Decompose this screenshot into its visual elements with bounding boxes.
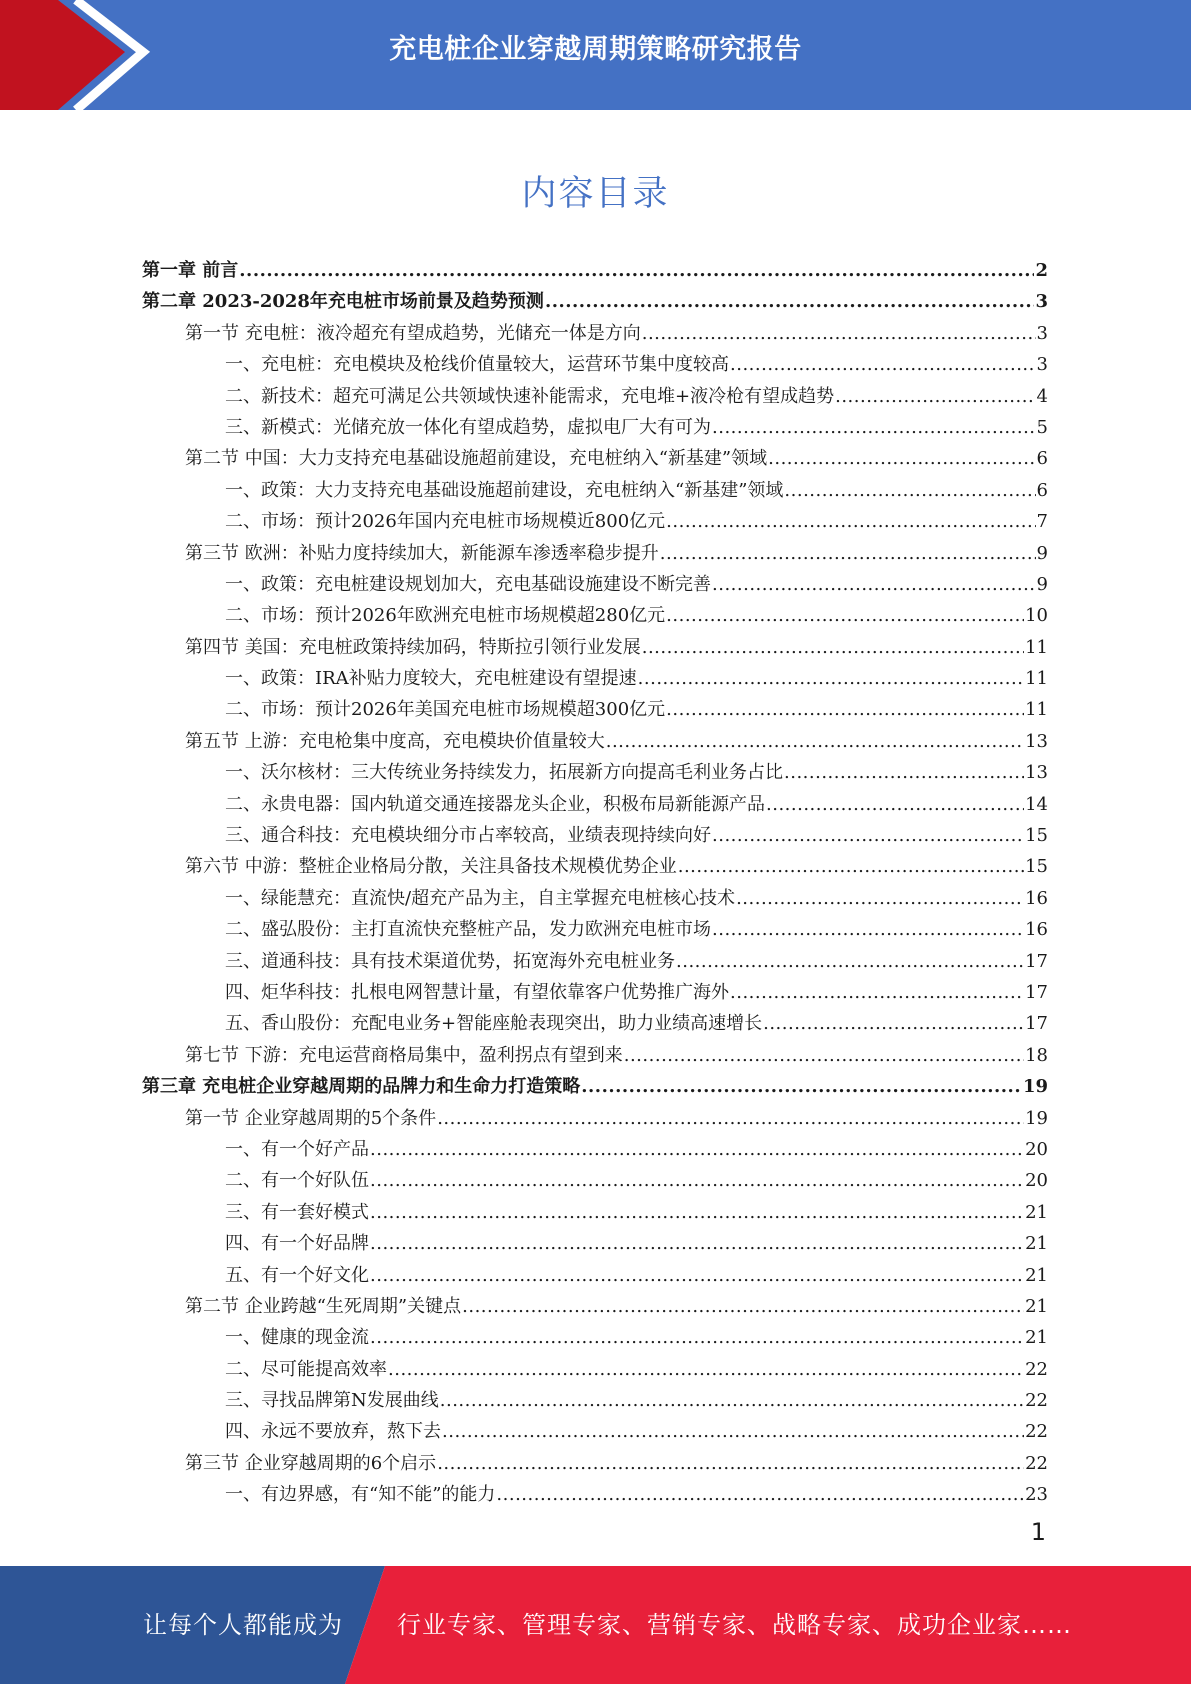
toc-entry-level-3[interactable] [142, 914, 1048, 945]
toc-entry-level-3[interactable] [142, 412, 1048, 443]
toc-dot-leader [437, 1103, 1024, 1134]
toc-dot-leader [370, 1134, 1024, 1165]
toc-dot-leader [545, 286, 1035, 317]
toc-dot-leader [712, 412, 1036, 443]
toc-entry-title: 第一章 前言 [142, 260, 239, 281]
toc-entry-page: 22 [1025, 1390, 1048, 1412]
toc-dot-leader [624, 1040, 1024, 1071]
toc-dot-leader [712, 820, 1024, 851]
toc-entry-page: 23 [1025, 1484, 1048, 1506]
toc-entry-title: 第四节 美国：充电桩政策持续加码，特斯拉引领行业发展 [185, 636, 641, 658]
toc-entry-title: 第三节 欧洲：补贴力度持续加大，新能源车渗透率稳步提升 [185, 542, 659, 564]
toc-entry-page: 2 [1035, 260, 1048, 281]
toc-dot-leader [784, 475, 1035, 506]
toc-heading: 内容目录 [521, 174, 670, 214]
toc-dot-leader [835, 381, 1035, 412]
toc-entry-title: 第二节 中国：大力支持充电基础设施超前建设，充电桩纳入“新基建”领域 [185, 448, 768, 470]
toc-entry-title: 三、通合科技：充电模块细分市占率较高，业绩表现持续向好 [225, 825, 711, 847]
toc-entry-title: 一、政策：充电桩建设规划加大，充电基础设施建设不断完善 [225, 573, 711, 595]
toc-entry-level-3[interactable] [142, 1165, 1048, 1196]
toc-entry-page: 7 [1036, 511, 1048, 533]
toc-entry-page: 22 [1025, 1421, 1048, 1443]
toc-entry-title: 二、有一个好队伍 [225, 1170, 369, 1192]
toc-entry-title: 一、政策：IRA补贴力度较大，充电桩建设有望提速 [225, 668, 637, 690]
toc-entry-level-3[interactable] [142, 600, 1048, 631]
toc-entry-level-3[interactable] [142, 789, 1048, 820]
toc-entry-level-3[interactable] [142, 694, 1048, 725]
toc-entry-level-2[interactable] [142, 851, 1048, 882]
toc-dot-leader [676, 946, 1024, 977]
toc-entry-title: 一、健康的现金流 [225, 1327, 369, 1349]
toc-entry-level-3[interactable] [142, 1008, 1048, 1039]
toc-entry-level-3[interactable] [142, 381, 1048, 412]
toc-entry-level-3[interactable] [142, 1197, 1048, 1228]
toc-dot-leader [712, 569, 1036, 600]
toc-entry-title: 三、有一套好模式 [225, 1201, 369, 1223]
toc-dot-leader [666, 506, 1035, 537]
toc-entry-title: 三、新模式：光储充放一体化有望成趋势，虚拟电厂大有可为 [225, 416, 711, 438]
footer-slogan-left: 让每个人都能成为 [143, 1611, 343, 1639]
toc-entry-page: 6 [1036, 448, 1048, 470]
toc-entry-page: 21 [1025, 1201, 1048, 1223]
toc-dot-leader [638, 663, 1024, 694]
toc-entry-title: 一、充电桩：充电模块及枪线价值量较大，运营环节集中度较高 [225, 354, 729, 376]
toc-entry-page: 11 [1025, 636, 1048, 658]
toc-dot-leader [239, 255, 1034, 286]
toc-dot-leader [440, 1385, 1024, 1416]
toc-dot-leader [666, 600, 1024, 631]
toc-entry-title: 二、尽可能提高效率 [225, 1358, 387, 1380]
toc-entry-page: 9 [1036, 542, 1048, 564]
toc-entry-page: 13 [1025, 762, 1048, 784]
toc-dot-leader [666, 694, 1024, 725]
toc-entry-level-1[interactable] [142, 1071, 1048, 1102]
toc-entry-title: 第二章 2023-2028年充电桩市场前景及趋势预测 [142, 291, 544, 313]
toc-entry-title: 四、炬华科技：扎根电网智慧计量，有望依靠客户优势推广海外 [225, 981, 729, 1003]
toc-entry-title: 四、有一个好品牌 [225, 1233, 369, 1255]
toc-entry-title: 一、有边界感，有“知不能”的能力 [225, 1484, 496, 1506]
toc-entry-page: 11 [1025, 699, 1048, 721]
toc-entry-page: 3 [1036, 322, 1048, 344]
toc-entry-page: 18 [1025, 1044, 1048, 1066]
toc-entry-level-2[interactable] [142, 1291, 1048, 1322]
toc-entry-title: 一、绿能慧充：直流快/超充产品为主，自主掌握充电桩核心技术 [225, 887, 736, 909]
table-of-contents [142, 255, 1048, 1511]
toc-entry-title: 二、永贵电器：国内轨道交通连接器龙头企业，积极布局新能源产品 [225, 793, 765, 815]
toc-entry-page: 3 [1035, 291, 1048, 313]
toc-entry-title: 第二节 企业跨越“生死周期”关键点 [185, 1295, 462, 1317]
toc-entry-page: 21 [1025, 1295, 1048, 1317]
toc-entry-page: 21 [1025, 1233, 1048, 1255]
toc-entry-level-2[interactable] [142, 318, 1048, 349]
toc-entry-level-3[interactable] [142, 883, 1048, 914]
toc-dot-leader [678, 851, 1024, 882]
toc-entry-page: 22 [1025, 1358, 1048, 1380]
header-title: 充电桩企业穿越周期策略研究报告 [389, 34, 802, 65]
toc-entry-page: 21 [1025, 1327, 1048, 1349]
toc-entry-title: 第七节 下游：充电运营商格局集中，盈利拐点有望到来 [185, 1044, 623, 1066]
toc-entry-level-3[interactable] [142, 1134, 1048, 1165]
toc-entry-level-3[interactable] [142, 1260, 1048, 1291]
toc-dot-leader [642, 632, 1024, 663]
toc-entry-title: 五、有一个好文化 [225, 1264, 369, 1286]
toc-entry-level-3[interactable] [142, 757, 1048, 788]
toc-entry-page: 19 [1022, 1076, 1048, 1098]
toc-dot-leader [606, 726, 1024, 757]
toc-entry-page: 6 [1036, 479, 1048, 501]
toc-entry-page: 15 [1025, 856, 1048, 878]
toc-dot-leader [712, 914, 1024, 945]
toc-entry-title: 二、市场：预计2026年美国充电桩市场规模超300亿元 [225, 699, 666, 721]
toc-entry-page: 13 [1025, 730, 1048, 752]
header-band [0, 0, 1191, 110]
toc-entry-level-3[interactable] [142, 1416, 1048, 1447]
toc-entry-level-3[interactable] [142, 1385, 1048, 1416]
toc-entry-level-3[interactable] [142, 977, 1048, 1008]
toc-dot-leader [730, 977, 1024, 1008]
toc-entry-page: 17 [1025, 1013, 1048, 1035]
toc-entry-level-2[interactable] [142, 1040, 1048, 1071]
toc-dot-leader [768, 443, 1035, 474]
toc-dot-leader [736, 883, 1024, 914]
toc-dot-leader [388, 1354, 1024, 1385]
toc-entry-level-3[interactable] [142, 569, 1048, 600]
toc-entry-level-3[interactable] [142, 1228, 1048, 1259]
toc-entry-level-2[interactable] [142, 726, 1048, 757]
toc-entry-page: 4 [1036, 385, 1048, 407]
toc-entry-title: 一、政策：大力支持充电基础设施超前建设，充电桩纳入“新基建”领域 [225, 479, 784, 501]
toc-entry-page: 14 [1025, 793, 1048, 815]
toc-dot-leader [442, 1416, 1024, 1447]
toc-entry-level-2[interactable] [142, 443, 1048, 474]
toc-entry-level-2[interactable] [142, 632, 1048, 663]
toc-entry-level-3[interactable] [142, 506, 1048, 537]
toc-entry-page: 21 [1025, 1264, 1048, 1286]
toc-dot-leader [581, 1071, 1022, 1102]
toc-entry-page: 16 [1025, 887, 1048, 909]
toc-entry-page: 5 [1036, 416, 1048, 438]
toc-entry-title: 二、市场：预计2026年欧洲充电桩市场规模超280亿元 [225, 605, 666, 627]
toc-entry-page: 10 [1025, 605, 1048, 627]
toc-entry-level-3[interactable] [142, 1354, 1048, 1385]
toc-entry-title: 二、盛弘股份：主打直流快充整桩产品，发力欧洲充电桩市场 [225, 919, 711, 941]
toc-entry-level-1[interactable] [142, 255, 1048, 286]
toc-entry-page: 22 [1025, 1452, 1048, 1474]
toc-dot-leader [437, 1448, 1024, 1479]
toc-entry-level-3[interactable] [142, 820, 1048, 851]
toc-entry-level-1[interactable] [142, 286, 1048, 317]
toc-entry-page: 19 [1025, 1107, 1048, 1129]
toc-entry-level-2[interactable] [142, 1448, 1048, 1479]
toc-dot-leader [642, 318, 1036, 349]
toc-entry-level-3[interactable] [142, 1322, 1048, 1353]
toc-dot-leader [370, 1260, 1024, 1291]
page-number: 1 [1030, 1518, 1046, 1546]
toc-dot-leader [370, 1228, 1024, 1259]
toc-entry-page: 11 [1025, 668, 1048, 690]
toc-dot-leader [370, 1197, 1024, 1228]
footer-band [0, 1566, 1191, 1684]
toc-entry-title: 第一节 企业穿越周期的5个条件 [185, 1107, 437, 1129]
toc-entry-level-3[interactable] [142, 475, 1048, 506]
toc-dot-leader [496, 1479, 1024, 1510]
footer-slogan-right: 行业专家、管理专家、营销专家、战略专家、成功企业家…… [397, 1611, 1072, 1639]
toc-entry-title: 一、沃尔核材：三大传统业务持续发力，拓展新方向提高毛利业务占比 [225, 762, 783, 784]
toc-dot-leader [370, 1165, 1024, 1196]
toc-entry-title: 第一节 充电桩：液冷超充有望成趋势，光储充一体是方向 [185, 322, 641, 344]
toc-entry-title: 四、永远不要放弃，熬下去 [225, 1421, 441, 1443]
toc-entry-title: 三、寻找品牌第N发展曲线 [225, 1390, 439, 1412]
toc-entry-page: 20 [1025, 1170, 1048, 1192]
toc-entry-title: 第三章 充电桩企业穿越周期的品牌力和生命力打造策略 [142, 1076, 581, 1098]
toc-entry-level-3[interactable] [142, 349, 1048, 380]
toc-entry-title: 第三节 企业穿越周期的6个启示 [185, 1452, 437, 1474]
toc-dot-leader [370, 1322, 1024, 1353]
toc-dot-leader [763, 1008, 1024, 1039]
toc-dot-leader [784, 757, 1024, 788]
toc-entry-title: 二、市场：预计2026年国内充电桩市场规模近800亿元 [225, 511, 666, 533]
toc-dot-leader [462, 1291, 1024, 1322]
toc-entry-level-3[interactable] [142, 1479, 1048, 1510]
toc-entry-title: 五、香山股份：充配电业务+智能座舱表现突出，助力业绩高速增长 [225, 1013, 763, 1035]
toc-entry-page: 15 [1025, 825, 1048, 847]
toc-entry-level-2[interactable] [142, 1103, 1048, 1134]
toc-entry-page: 9 [1036, 573, 1048, 595]
toc-entry-page: 20 [1025, 1138, 1048, 1160]
toc-entry-title: 第五节 上游：充电枪集中度高，充电模块价值量较大 [185, 730, 605, 752]
toc-entry-title: 二、新技术：超充可满足公共领域快速补能需求，充电堆+液冷枪有望成趋势 [225, 385, 835, 407]
toc-entry-level-3[interactable] [142, 663, 1048, 694]
toc-entry-level-3[interactable] [142, 946, 1048, 977]
toc-dot-leader [660, 538, 1036, 569]
toc-entry-level-2[interactable] [142, 538, 1048, 569]
toc-entry-title: 三、道通科技：具有技术渠道优势，拓宽海外充电桩业务 [225, 950, 675, 972]
toc-entry-page: 17 [1025, 981, 1048, 1003]
toc-entry-title: 一、有一个好产品 [225, 1138, 369, 1160]
toc-entry-page: 17 [1025, 950, 1048, 972]
toc-dot-leader [766, 789, 1024, 820]
toc-entry-page: 16 [1025, 919, 1048, 941]
toc-entry-title: 第六节 中游：整桩企业格局分散，关注具备技术规模优势企业 [185, 856, 677, 878]
toc-entry-page: 3 [1036, 354, 1048, 376]
toc-dot-leader [730, 349, 1036, 380]
